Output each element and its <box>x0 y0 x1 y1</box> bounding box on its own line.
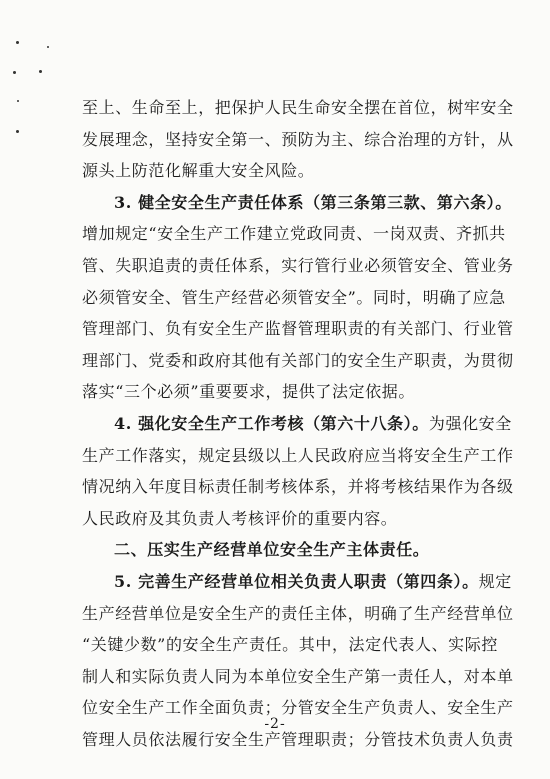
paragraph-line: 制人和实际负责人同为本单位安全生产第一责任人，对本单 <box>82 666 514 686</box>
item-heading-3: 3. 健全安全生产责任体系（第三条第三款、第六条）。 <box>114 192 512 212</box>
page-number: -2- <box>264 716 286 732</box>
scan-speck <box>39 70 42 73</box>
paragraph-line: 位安全生产工作全面负责；分管安全生产负责人、安全生产 <box>82 698 514 718</box>
item-first-line-5 <box>82 566 512 598</box>
paragraph-line: 发展理念，坚持安全第一、预防为主、综合治理的方针，从 <box>82 129 514 149</box>
scan-speck <box>16 130 19 133</box>
scan-speck <box>47 46 49 48</box>
scan-speck <box>13 71 16 74</box>
paragraph-line: 管理人员依法履行安全生产管理职责；分管技术负责人负责 <box>82 729 514 749</box>
scan-speck <box>17 100 19 102</box>
paragraph-line: 增加规定“安全生产工作建立党政同责、一岗双责、齐抓共 <box>82 224 506 244</box>
paragraph-line: 情况纳入年度目标责任制考核体系，并将考核结果作为各级 <box>82 477 514 497</box>
paragraph-line: 理部门、党委和政府其他有关部门的安全生产职责，为贯彻 <box>82 350 514 370</box>
item-heading-rest: 为强化安全 <box>428 413 512 433</box>
item-heading-rest: 规定 <box>478 571 512 591</box>
item-heading-4: 4. 强化安全生产工作考核（第六十八条）。 <box>114 413 429 433</box>
paragraph-line: 源头上防范化解重大安全风险。 <box>82 161 315 181</box>
document-body <box>82 92 514 755</box>
paragraph-line: 生产经营单位是安全生产的责任主体，明确了生产经营单位 <box>82 603 514 623</box>
paragraph-line: 生产工作落实，规定县级以上人民政府应当将安全生产工作 <box>82 445 514 465</box>
paragraph-line: 管理部门、负有安全生产监督管理职责的有关部门、行业管 <box>82 319 514 339</box>
paragraph-line: 必须管安全、管生产经营必须管安全”。同时，明确了应急 <box>82 287 506 307</box>
item-heading-5: 5. 完善生产经营单位相关负责人职责（第四条）。 <box>114 571 479 591</box>
paragraph-line: “关键少数”的安全生产责任。其中，法定代表人、实际控 <box>82 635 498 655</box>
paragraph-line: 至上、生命至上，把保护人民生命安全摆在首位，树牢安全 <box>82 98 514 117</box>
paragraph-line: 落实“三个必须”重要要求，提供了法定依据。 <box>82 382 415 402</box>
paragraph-line: 管、失职追责的责任体系，实行管行业必须管安全、管业务 <box>82 255 514 275</box>
scan-speck <box>16 41 19 44</box>
paragraph-line: 人民政府及其负责人考核评价的重要内容。 <box>82 508 398 528</box>
item-first-line-4 <box>82 408 512 440</box>
section-heading: 二、压实生产经营单位安全生产主体责任。 <box>114 540 430 560</box>
